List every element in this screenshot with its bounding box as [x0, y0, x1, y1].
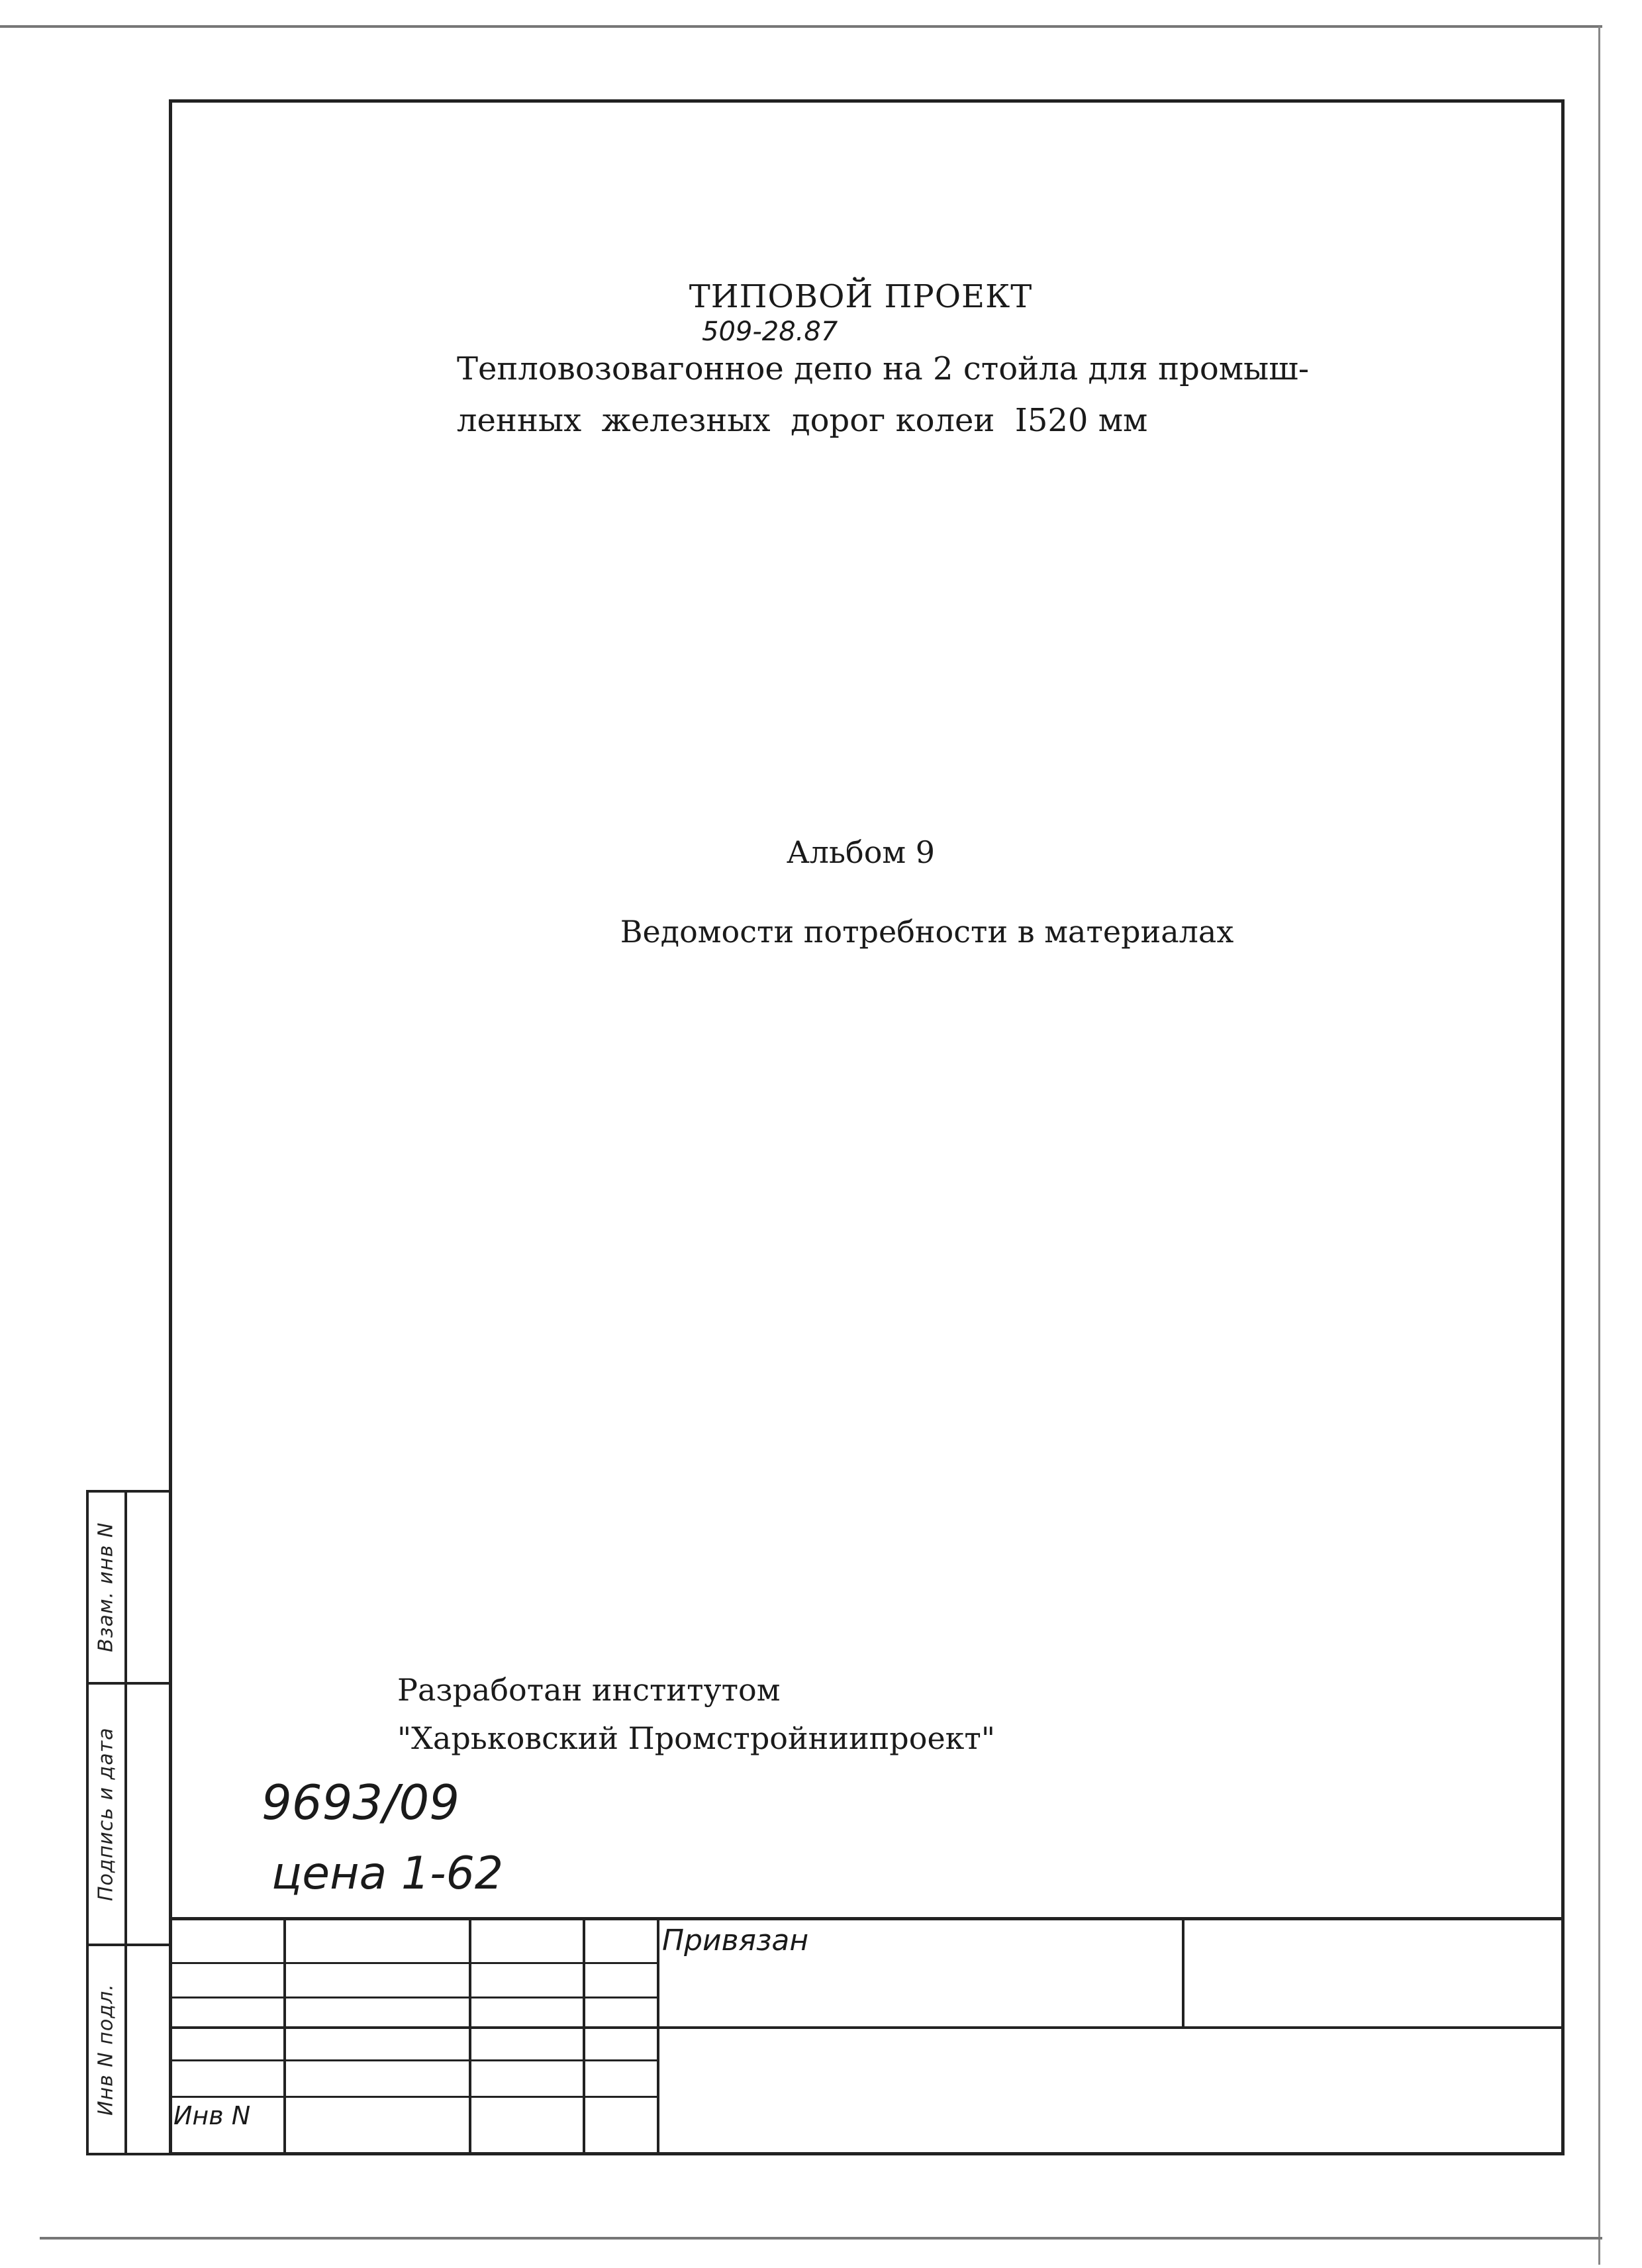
title-block-line [169, 2026, 1565, 2029]
project-description [457, 343, 1450, 446]
album-number: Альбом 9 [786, 834, 936, 870]
title-block-line [169, 2096, 659, 2098]
doc-number: 509-28.87 [702, 317, 838, 347]
title-block-line [169, 2059, 659, 2061]
title-block [169, 1917, 1565, 2155]
side-label-signature-date: Подпись и дата [94, 1727, 118, 1901]
developer-line: Разработан институтом [397, 1672, 781, 1708]
title-block-line [583, 1917, 585, 2155]
title-block-line [657, 1917, 659, 2155]
handwritten-price: цена 1-62 [271, 1848, 504, 1900]
scan-edge-bottom [40, 2237, 1602, 2240]
title-block-line [469, 1917, 471, 2155]
inv-number-label: Инв N [173, 2101, 251, 2130]
doc-type-heading: ТИПОВОЙ ПРОЕКТ [689, 278, 1033, 315]
title-block-line [1182, 1917, 1184, 2026]
side-label-replacement-inv: Взам. инв N [94, 1522, 118, 1653]
project-description-line: Тепловозовагонное депо на 2 стойла для промыш- [457, 350, 1310, 387]
title-block-line [169, 1962, 659, 1964]
title-block-line [169, 1997, 659, 1998]
handwritten-inventory-number: 9693/09 [262, 1775, 460, 1830]
album-contents: Ведомости потребности в материалах [620, 914, 1234, 950]
title-block-line [283, 1917, 286, 2155]
side-stamp-divider [124, 1490, 127, 2155]
side-label-original-inv: Инв N подл. [94, 1983, 118, 2116]
developer-institute: "Харьковский Промстройниипроект" [397, 1720, 996, 1756]
scan-edge-right [1598, 26, 1600, 2265]
project-description-line: ленных железных дорог колеи I520 мм [457, 402, 1148, 439]
bound-label: Привязан [662, 1924, 809, 1957]
scan-edge-top [0, 25, 1602, 28]
